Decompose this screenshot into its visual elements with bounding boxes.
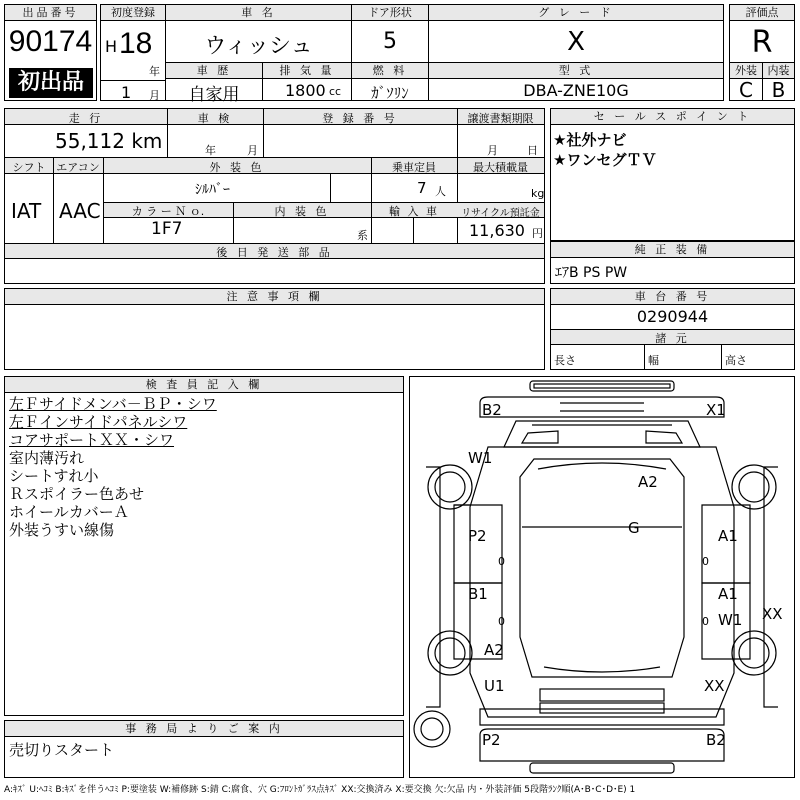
inspector-note: 室内薄汚れ [9, 449, 85, 467]
score: R [751, 25, 773, 60]
color-number: 1F7 [151, 219, 183, 239]
notes-box [4, 288, 545, 370]
inspection-label: 車 検 [197, 112, 233, 125]
fuel-label: 燃 料 [352, 63, 428, 79]
recycle-label: リサイクル預託金 [461, 208, 540, 219]
chassis-number: 0290944 [636, 307, 709, 326]
chassis-number-label: 車 台 番 号 [551, 289, 794, 305]
max-load-label: 最大積載量 [473, 161, 528, 174]
exterior-score: C [739, 78, 753, 102]
lot-number-label: 出品番号 [5, 5, 96, 21]
inspector-note: 外装うすい線傷 [9, 521, 115, 539]
chassis-box [550, 288, 795, 370]
capacity-unit: 人 [435, 185, 446, 198]
capacity: 7 [417, 179, 427, 197]
door-count: 5 [383, 29, 397, 54]
car-outline-diagram [410, 377, 794, 777]
registration-month: 1 [121, 83, 132, 102]
interior-score: B [771, 78, 786, 102]
mileage-label: 走 行 [68, 112, 104, 125]
month-unit: 月 [149, 89, 160, 102]
displacement: 1800 [285, 81, 326, 100]
first-listing-badge: 初出品 [9, 68, 93, 98]
office-notice-label: 事 務 局 よ り ご 案 内 [5, 721, 403, 737]
sales-point-1: ★社外ナビ [553, 131, 627, 149]
mileage: 55,112 km [55, 129, 163, 153]
inspector-note: ホイールカバーＡ [9, 503, 129, 521]
history: 自家用 [188, 85, 240, 105]
mark-xx-bottom: XX [704, 677, 725, 695]
lot-number-box [4, 4, 97, 101]
door-box [351, 4, 429, 63]
car-name-box [165, 4, 352, 63]
first-registration-box [100, 4, 166, 101]
registration-number-label: 登 録 番 号 [322, 112, 398, 125]
sales-points-box [550, 108, 795, 241]
inspector-note: コアサポートＸＸ・シワ [9, 431, 175, 449]
capacity-label: 乗車定員 [392, 161, 436, 174]
displacement-label: 排 気 量 [263, 63, 351, 79]
displacement-box [262, 62, 352, 101]
inspector-note: シートすれ小 [9, 467, 99, 485]
grade-label: グ レ ー ド [429, 5, 723, 21]
mark-a2-left: A2 [484, 641, 504, 659]
interior-label: 内装 [763, 63, 794, 79]
shift: IAT [11, 199, 42, 223]
equipment-label: 純 正 装 備 [551, 242, 794, 258]
mark-u1-left: U1 [484, 677, 505, 695]
history-box [165, 62, 263, 105]
registration-year: 18 [119, 27, 153, 60]
score-label: 評価点 [730, 5, 794, 21]
sales-points-label: セ ー ル ス ポ イ ン ト [551, 109, 794, 125]
spec-block [4, 108, 545, 284]
mark-b2-bottom: B2 [706, 731, 726, 749]
mark-zero: 0 [702, 555, 709, 568]
car-name-label: 車 名 [166, 5, 351, 21]
recycle-deposit: 11,630 [469, 221, 525, 240]
car-name: ウィッシュ [204, 34, 313, 59]
damage-legend: A:ｷｽﾞ U:ﾍｺﾐ B:ｷｽﾞを伴うﾍｺﾐ P:要塗装 W:補修跡 S:錆 C:腐食、穴 G:ﾌﾛﾝﾄｶﾞﾗｽ点ｷｽﾞ XX:交換済み X:要交換 欠:欠品 内・外装評価 5段階ﾗﾝｸ順(A･B･C･D･E) 1 [4, 785, 636, 795]
ac-label: エアコン [56, 161, 100, 174]
office-notice: 売切りスタート [9, 741, 115, 759]
exterior-color: ｼﾙﾊﾞｰ [195, 182, 230, 198]
era: H [105, 37, 118, 56]
history-label: 車 歴 [166, 63, 262, 79]
damage-diagram [409, 376, 795, 778]
model-label: 型 式 [429, 63, 723, 79]
mark-b1-left: B1 [468, 585, 488, 603]
model: DBA-ZNE10G [523, 81, 629, 100]
inspector-notes-list [9, 395, 217, 539]
exterior-color-label: 外 装 色 [209, 161, 265, 174]
shift-label: シフト [12, 161, 46, 174]
grade-box [428, 4, 724, 63]
inspector-note: 左Ｆサイドメンバ－ＢＰ・シワ [9, 395, 217, 413]
model-box [428, 62, 724, 101]
fuel-box [351, 62, 429, 101]
mark-xx-right: XX [762, 605, 783, 623]
inspection-month-unit: 月 [247, 144, 258, 157]
sales-point-2: ★ワンセグＴＶ [553, 151, 657, 169]
inspector-note: 左Ｆインサイドパネルシワ [9, 413, 188, 431]
transfer-deadline-label: 譲渡書類期限 [467, 112, 534, 125]
mark-w1-right: W1 [718, 611, 743, 629]
height-label: 高さ [725, 354, 747, 367]
mark-b2-top: B2 [482, 401, 502, 419]
lot-number: 90174 [8, 25, 93, 58]
mark-x1-top: X1 [706, 401, 726, 419]
load-unit: kg [531, 187, 545, 200]
color-number-label: カ ラ ー Ｎ ｏ. [131, 205, 205, 218]
interior-score-box [762, 62, 795, 101]
notes-label: 注 意 事 項 欄 [5, 289, 544, 305]
mark-zero: 0 [498, 615, 505, 628]
equipment: ｴｱB PS PW [555, 265, 628, 281]
exterior-label: 外装 [730, 63, 762, 79]
mark-a1-right-lower: A1 [718, 585, 738, 603]
inspection-year-unit: 年 [205, 144, 216, 157]
ac: AAC [59, 199, 101, 223]
interior-color-unit: 系 [357, 229, 368, 242]
year-unit: 年 [149, 65, 160, 78]
mark-zero: 0 [702, 615, 709, 628]
length-label: 長さ [554, 354, 576, 367]
mark-a2-center: A2 [638, 473, 658, 491]
office-notice-box [4, 720, 404, 778]
door-label: ドア形状 [352, 5, 428, 21]
inspector-notes-label: 検 査 員 記 入 欄 [5, 377, 403, 393]
score-box [729, 4, 795, 63]
parts-to-ship-label: 後 日 発 送 部 品 [216, 246, 333, 259]
displacement-unit: cc [329, 85, 342, 98]
inspector-note: Ｒスポイラー色あせ [9, 485, 145, 503]
interior-color-label: 内 装 色 [274, 205, 330, 218]
mark-p2-bottom: P2 [482, 731, 501, 749]
exterior-score-box [729, 62, 763, 101]
mark-a1-right: A1 [718, 527, 738, 545]
grade: X [567, 27, 585, 57]
mark-w1-left: W1 [468, 449, 493, 467]
width-label: 幅 [648, 354, 659, 367]
fuel: ｶﾞｿﾘﾝ [371, 84, 409, 102]
transfer-month-unit: 月 [487, 144, 498, 157]
mark-g-center: G [628, 519, 640, 537]
first-registration-label: 初度登録 [101, 5, 165, 21]
mark-p2-left: P2 [468, 527, 487, 545]
import-label: 輸 入 車 [389, 205, 439, 218]
inspector-notes-box [4, 376, 404, 716]
dimensions-label: 諸 元 [655, 332, 690, 345]
equipment-box [550, 241, 795, 284]
mark-zero: 0 [498, 555, 505, 568]
transfer-day-unit: 日 [527, 144, 538, 157]
recycle-unit: 円 [532, 227, 543, 240]
